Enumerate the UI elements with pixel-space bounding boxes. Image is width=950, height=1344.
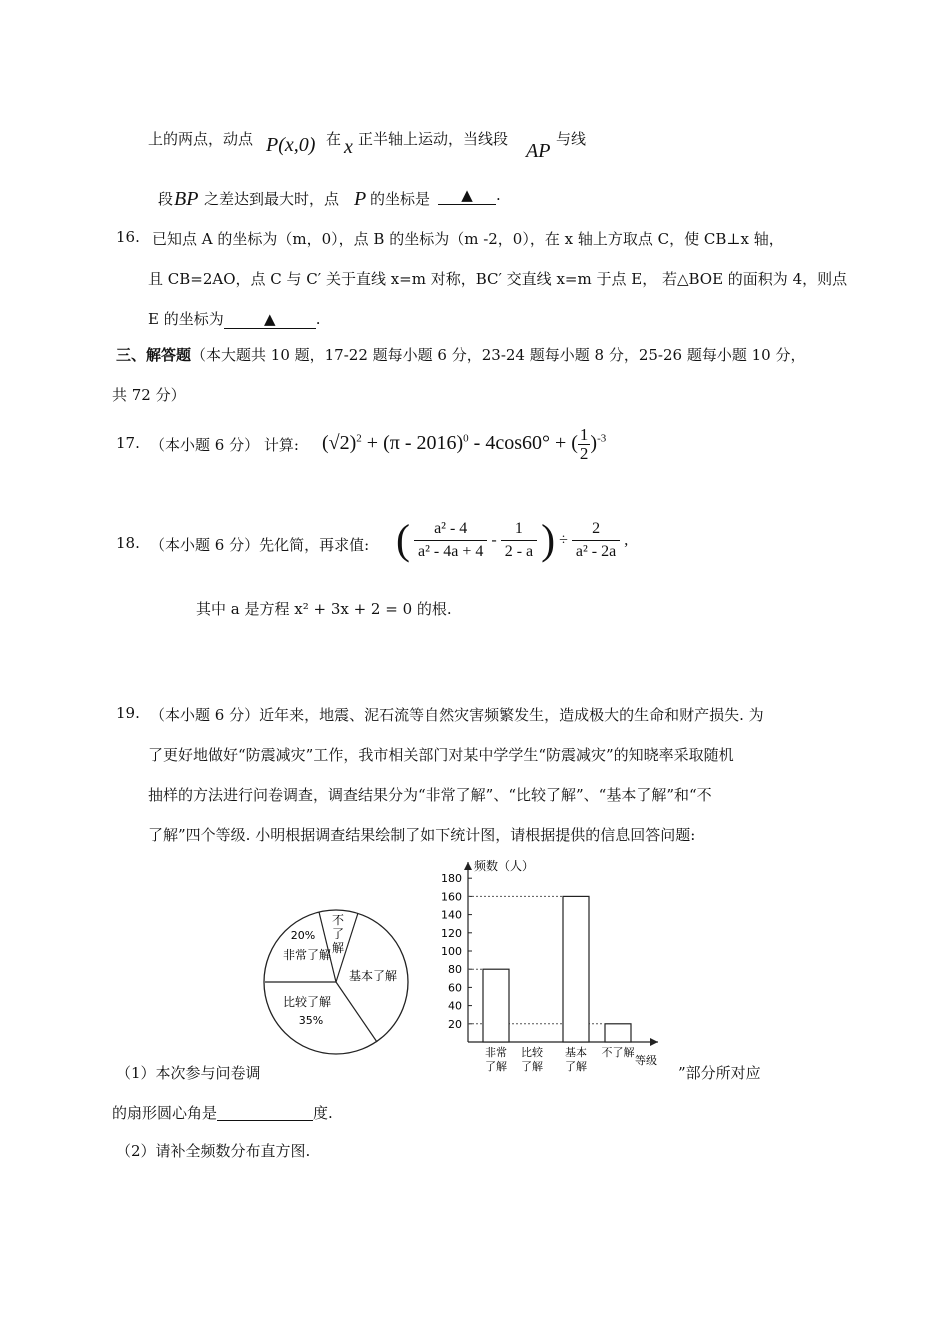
q18-fraction3: [572, 518, 620, 563]
q19-number: 19.: [116, 704, 140, 722]
pie-label-bijiao: 比较了解: [282, 995, 332, 1009]
bar-chart: [420, 848, 678, 1090]
q17-fraction: [578, 426, 591, 463]
q15-text: 上的两点，动点: [148, 130, 254, 148]
q16-line3: [148, 308, 321, 329]
q18-f3-num: 2: [572, 518, 620, 541]
q18-fraction1: [414, 518, 487, 563]
q17-frac-den: 2: [579, 444, 589, 463]
q17-number: 17.: [116, 434, 140, 452]
q18-div: ÷: [559, 531, 568, 549]
q15-point-expr: P(x,0): [266, 134, 316, 156]
q18-comma: ,: [624, 531, 629, 549]
y-tick-label: 20: [448, 1017, 462, 1031]
pie-label-bijiao-pct: 35%: [298, 1014, 324, 1027]
y-tick-label: 180: [441, 872, 462, 886]
q17-exp2: 2: [356, 432, 362, 445]
q18-expression: [396, 518, 628, 563]
q15-var-p: P: [354, 188, 367, 210]
q19-line1: （本小题 6 分）近年来，地震、泥石流等自然灾害频繁发生，造成极大的生命和财产损失. 为: [150, 706, 764, 724]
q15-text-zai: 在: [326, 130, 342, 148]
q16-number: 16.: [116, 228, 140, 246]
section3-desc2: 共 72 分）: [112, 386, 186, 404]
q18-paren-right: ): [541, 517, 556, 564]
q18-f1-den: a² - 4a + 4: [418, 543, 484, 560]
q15-var-x: x: [344, 136, 353, 158]
bar-4: [605, 1024, 631, 1042]
q17-exp-neg3: -3: [597, 432, 607, 445]
pie-label-bu-char: 解: [331, 941, 345, 955]
pie-label-jiben: 基本了解: [348, 969, 398, 983]
y-axis-arrow: [464, 862, 472, 870]
q15-seg-bp: BP: [174, 188, 199, 210]
q17-expr-c: - 4cos60° + (: [473, 432, 578, 455]
q19-line2: 了更好地做好“防震减灾”工作，我市相关部门对某中学学生“防震减灾”的知晓率采取随机: [148, 746, 734, 764]
q19-sub1-a: （1）本次参与问卷调: [116, 1064, 261, 1082]
q17-exp0: 0: [463, 432, 469, 445]
q18-minus: -: [491, 531, 497, 549]
q17-expr-d: ): [590, 432, 598, 455]
bar-3: [563, 896, 589, 1042]
q19-angle-blank[interactable]: [217, 1104, 313, 1121]
q15-line1: [148, 128, 253, 149]
y-tick-label: 120: [441, 926, 462, 940]
q19-sub1-b: ”部分所对应: [678, 1064, 761, 1082]
q15-text-mid: 正半轴上运动，当线段: [358, 130, 509, 148]
section3-heading: [116, 344, 805, 365]
q19-sub2: （2）请补全频数分布直方图.: [116, 1142, 311, 1160]
q17-expr-b: + (π - 2016): [366, 432, 464, 455]
q15-line2a: 段: [158, 190, 174, 208]
y-tick-label: 140: [441, 908, 462, 922]
x-category-label: 了解: [565, 1060, 587, 1073]
y-tick-label: 40: [448, 999, 462, 1013]
q19-sub1-line2: [112, 1102, 333, 1123]
q15-seg-ap: AP: [526, 140, 551, 162]
q19-sub1-unit: 度.: [313, 1104, 333, 1122]
pie-chart: [262, 896, 410, 1078]
pie-label-bu-char: 不: [331, 913, 345, 927]
section3-desc: （本大题共 10 题，17-22 题每小题 6 分，23-24 题每小题 8 分，25-26 题每小题 10 分，: [191, 346, 806, 364]
x-category-label: 基本: [565, 1046, 587, 1059]
q18-paren-left: (: [396, 517, 410, 564]
answer-triangle: ▲: [438, 186, 496, 205]
x-axis-arrow: [650, 1038, 658, 1046]
q17-label: （本小题 6 分） 计算:: [150, 436, 299, 454]
q15-line2b: 之差达到最大时，点: [204, 190, 340, 208]
x-category-label: 比较: [521, 1046, 543, 1059]
q18-f3-den: a² - 2a: [575, 543, 617, 560]
y-tick-label: 160: [441, 890, 462, 904]
pie-label-feichang-pct: 20%: [290, 929, 316, 942]
q17-frac-num: 1: [579, 425, 589, 444]
q16-line2: 且 CB=2AO，点 C 与 C′ 关于直线 x=m 对称，BC′ 交直线 x=m 于点 E， 若△BOE 的面积为 4，则点: [148, 270, 848, 288]
y-axis-label: 频数（人）: [474, 859, 535, 873]
bar-1: [483, 969, 509, 1042]
y-tick-label: 100: [441, 945, 462, 958]
q15-answer-blank[interactable]: [438, 186, 501, 205]
q19-line4: 了解”四个等级. 小明根据调查结果绘制了如下统计图，请根据提供的信息回答问题:: [148, 826, 696, 844]
q18-line2: 其中 a 是方程 x² + 3x + 2 = 0 的根.: [196, 600, 452, 618]
x-category-label: 非常: [485, 1046, 507, 1059]
period: .: [315, 310, 321, 328]
q16-line1: 已知点 A 的坐标为（m，0），点 B 的坐标为（m -2，0），在 x 轴上方取点 C，使 CB⊥x 轴，: [152, 230, 784, 248]
y-tick-label: 80: [448, 963, 462, 977]
q18-number: 18.: [116, 534, 140, 552]
y-tick-label: 60: [448, 981, 462, 995]
x-category-label: 了解: [485, 1060, 507, 1073]
section3-title: 三、解答题: [116, 346, 192, 364]
x-category-label: 不了解: [601, 1046, 635, 1059]
q16-line3-text: E 的坐标为: [148, 310, 224, 328]
q17-expression: [322, 426, 606, 463]
q19-sub1-line2-text: 的扇形圆心角是: [112, 1104, 218, 1122]
x-category-label: 了解: [521, 1060, 543, 1073]
q18-label: （本小题 6 分）先化简，再求值:: [150, 536, 370, 554]
x-axis-label: 等级: [635, 1054, 657, 1067]
pie-label-bu-char: 了: [331, 927, 345, 941]
pie-label-feichang: 非常了解: [282, 948, 332, 962]
q18-f2-num: 1: [501, 518, 537, 541]
period: .: [496, 186, 501, 204]
q18-fraction2: [501, 518, 537, 563]
q18-f1-num: a² - 4: [414, 518, 487, 541]
pie-label-bu: [332, 913, 344, 955]
q15-line2c: 的坐标是: [370, 190, 431, 208]
q18-f2-den: 2 - a: [504, 543, 534, 560]
q15-text-end: 与线: [556, 130, 587, 148]
q17-expr-a: (√2): [322, 432, 357, 455]
q19-line3: 抽样的方法进行问卷调查，调查结果分为“非常了解”、“比较了解”、“基本了解”和“不: [148, 786, 712, 804]
q16-answer-blank[interactable]: ▲: [224, 310, 316, 329]
